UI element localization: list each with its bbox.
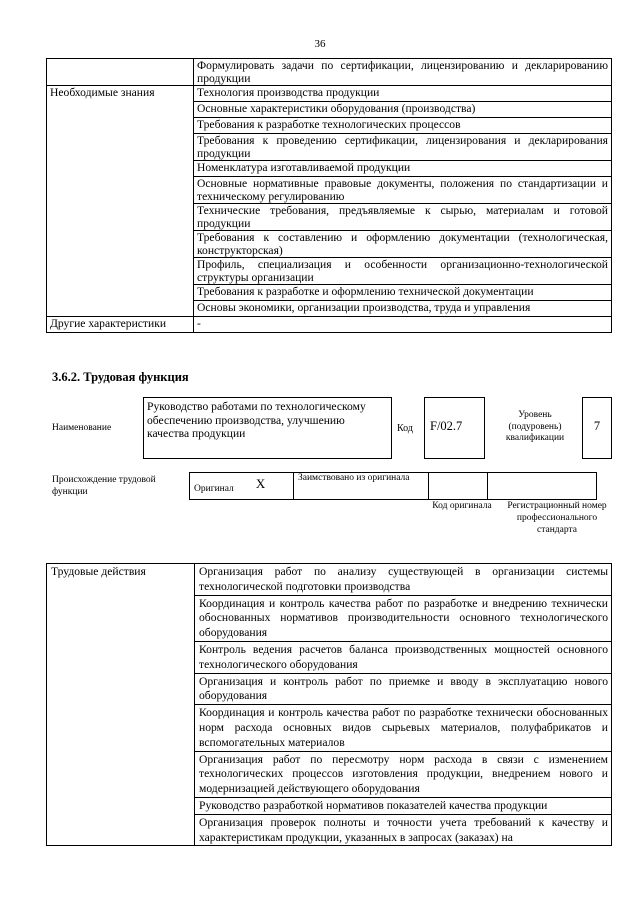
table-cell: Организация работ по анализу существующей в организации системы технологической подготовки производства bbox=[195, 564, 612, 596]
table-cell: Организация работ по пересмотру норм расхода в связи с изменением технологических процессов изготовления продукции, внедрением нового и модернизацией действующего оборудования bbox=[195, 751, 612, 797]
other-value: - bbox=[194, 317, 612, 333]
table-cell: Требования к проведению сертификации, лицензирования и декларирования продукции bbox=[194, 134, 612, 161]
section-heading: 3.6.2. Трудовая функция bbox=[52, 370, 189, 384]
code-original-label: Код оригинала bbox=[432, 501, 492, 511]
other-label: Другие характеристики bbox=[47, 317, 194, 333]
origin-table bbox=[189, 472, 597, 500]
table-row bbox=[47, 317, 612, 333]
table-cell: Требования к разработке и оформлению технической документации bbox=[194, 285, 612, 301]
reg-number-label: Регистрационный номер профессионального стандарта bbox=[507, 501, 607, 535]
original-mark: X bbox=[255, 476, 266, 491]
knowledge-table bbox=[46, 58, 612, 333]
original-label: Оригинал bbox=[194, 484, 234, 494]
table-row bbox=[47, 564, 612, 596]
table-cell: Номенклатура изготавливаемой продукции bbox=[194, 161, 612, 177]
table-cell: Организация и контроль работ по приемке и вводу в эксплуатацию нового оборудования bbox=[195, 673, 612, 705]
table-cell: Координация и контроль качества работ по разработке и внедрению технически обоснованных нормативов производительности основного технологического оборудования bbox=[195, 595, 612, 641]
name-label: Наименование bbox=[52, 423, 112, 433]
table-row bbox=[47, 86, 612, 102]
table-cell: Основные нормативные правовые документы, положения по стандартизации и техническому регулированию bbox=[194, 177, 612, 204]
label-cell bbox=[47, 59, 194, 86]
original-cell bbox=[190, 473, 294, 500]
table-row bbox=[47, 59, 612, 86]
code-label: Код bbox=[397, 423, 413, 434]
code-original-cell bbox=[429, 473, 488, 500]
knowledge-label: Необходимые знания bbox=[47, 86, 194, 317]
table-cell: Требования к разработке технологических процессов bbox=[194, 118, 612, 134]
function-code-box: F/02.7 bbox=[424, 397, 485, 459]
table-cell: Координация и контроль качества работ по разработке технически обоснованных норм расхода основных видов сырьевых материалов, полуфабрикатов и вспомогательных материалов bbox=[195, 705, 612, 751]
page-number: 36 bbox=[314, 38, 326, 50]
origin-label: Происхождение трудовой функции bbox=[52, 475, 156, 497]
level-box: 7 bbox=[582, 397, 612, 459]
table-cell: Профиль, специализация и особенности организационно-технологической структуры организации bbox=[194, 258, 612, 285]
table-cell: Руководство разработкой нормативов показателей качества продукции bbox=[195, 797, 612, 814]
function-name-box: Руководство работами по технологическому обеспечению производства, улучшению качества продукции bbox=[143, 397, 392, 459]
table-row bbox=[190, 473, 597, 500]
table-cell: Основы экономики, организации производства, труда и управления bbox=[194, 301, 612, 317]
table-cell: Технические требования, предъявляемые к сырью, материалам и готовой продукции bbox=[194, 204, 612, 231]
table-cell: Формулировать задачи по сертификации, лицензированию и декларированию продукции bbox=[194, 59, 612, 86]
table-cell: Контроль ведения расчетов баланса производственных мощностей основного технологического оборудования bbox=[195, 641, 612, 673]
actions-label: Трудовые действия bbox=[47, 564, 195, 846]
table-cell: Организация проверок полноты и точности учета требований к качеству и характеристикам продукции, указанных в запросах (заказах) на bbox=[195, 814, 612, 846]
reg-number-cell bbox=[488, 473, 597, 500]
table-cell: Основные характеристики оборудования (производства) bbox=[194, 102, 612, 118]
level-label: Уровень (подуровень) квалификации bbox=[505, 410, 565, 443]
table-cell: Технология производства продукции bbox=[194, 86, 612, 102]
table-cell: Требования к составлению и оформлению документации (технологическая, конструкторская) bbox=[194, 231, 612, 258]
borrowed-label: Заимствовано из оригинала bbox=[294, 473, 429, 500]
actions-table bbox=[46, 563, 612, 846]
